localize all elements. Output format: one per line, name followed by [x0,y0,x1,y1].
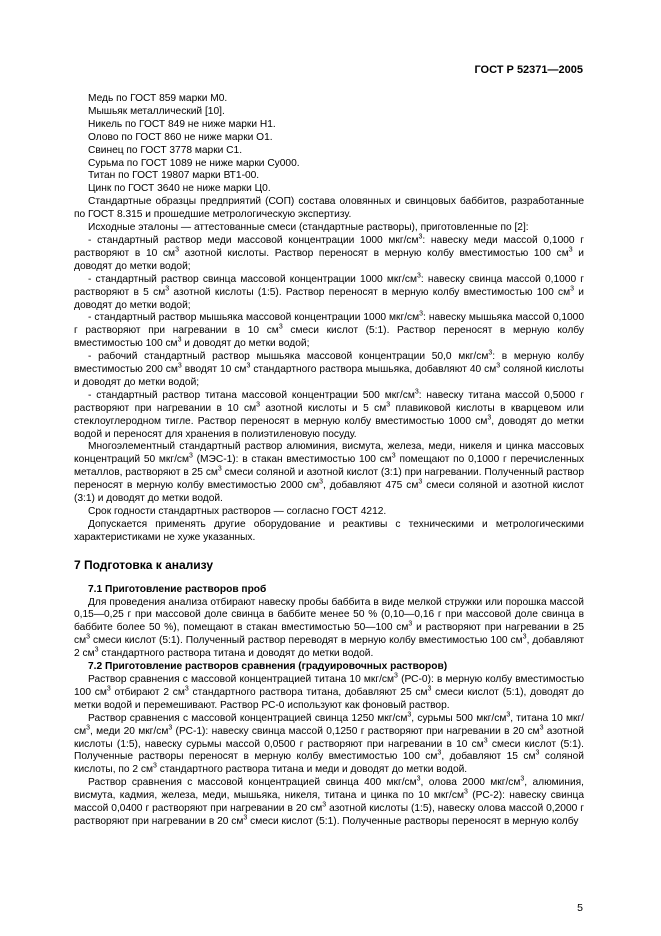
material-item: Свинец по ГОСТ 3778 марки С1. [88,144,243,156]
paragraph-rs1: Раствор сравнения с массовой концентрацией свинца 1250 мкг/$см^3$, сурьмы 500 мкг/$см^3$, титана 10 мкг/$см^3$, меди 20 мкг/$см^3$ (РС-1): навеску свинца массой 0,1250 г растворяют при нагревании в 20 $см^3$ азотной кислоты (1:5), навеску сурьмы массой 0,0500 г растворяют при нагревании в 10 $см^3$ смеси кислот (5:1). Полученные растворы переносят в мерную колбу вместимостью 100 $см^3$, добавляют 15 $см^3$ соляной кислоты, по 2 $см^3$ стандартного раствора титана и меди и доводят до метки водой. [74,711,585,776]
material-item: Цинк по ГОСТ 3640 не ниже марки Ц0. [88,183,271,195]
paragraph-sample-prep: Для проведения анализа отбирают навеску пробы баббита в виде мелкой стружки или порошка массой 0,15—0,25 г при массовой доле свинца в баббите менее 50 % (0,10—0,16 г при массовой доле свинца в баббите более 50 %), помещают в стакан вместимостью 50—100 $см^3$ и растворяют при нагревании в 25 $см^3$ смеси кислот (5:1). Полученный раствор переводят в мерную колбу вместимостью 100 $см^3$, добавляют 2 $см^3$ стандартного раствора титана и доводят до метки водой. [74,596,584,660]
materials-list [74,93,584,196]
paragraph-reference-samples: Стандартные образцы предприятий (СОП) состава оловянных и свинцовых баббитов, разработанные по ГОСТ 8.315 и прошедшие метрологическую экспертизу. [74,196,584,221]
paragraph-alternatives: Допускается применять другие оборудование и реактивы с техническими и метрологическими характеристиками не хуже указанных. [74,518,584,543]
material-item: Никель по ГОСТ 849 не ниже марки Н1. [88,118,276,130]
paragraph-rs2: Раствор сравнения с массовой концентрацией свинца 400 мкг/$см^3$, олова 2000 мкг/$см^3$, алюминия, висмута, кадмия, железа, меди, мышьяка, никеля, титана и цинка по 10 мкг/$см^3$ (РС-2): навеску свинца массой 0,0400 г растворяют при нагревании в 20 $см^3$ азотной кислоты (1:5), навеску олова массой 0,2000 г растворяют при нагревании в 20 $см^3$ смеси кислот (5:1). Полученные растворы переносят в мерную колбу [74,775,585,827]
material-item: Медь по ГОСТ 859 марки М0. [88,93,228,104]
paragraph-arsenic-solution: - стандартный раствор мышьяка массовой концентрации 1000 мкг/$см^3$: навеску мышьяка массой 0,1000 г растворяют при нагревании в 10 $см^3$ смеси кислот (5:1). Раствор переносят в мерную колбу вместимостью 100 $см^3$ и доводят до метки водой; [74,311,584,350]
subsection-heading: 7.2 Приготовление растворов сравнения (градуировочных растворов) [88,661,448,673]
material-item: Мышьяк металлический [10]. [88,105,225,117]
paragraph-titanium-solution: - стандартный раствор титана массовой концентрации 500 мкг/$см^3$: навеску титана массой 0,5000 г растворяют при нагревании в 10 $см^3$ азотной кислоты и 5 $см^3$ плавиковой кислоты в кварцевом или стеклоуглеродном тигле. Раствор переносят в мерную колбу вместимостью 1000 $см^3$, доводят до метки водой и переносят для хранения в полиэтиленовую посуду. [74,388,584,440]
paragraph-rs0: Раствор сравнения с массовой концентрацией титана 10 мкг/$см^3$ (РС-0): в мерную колбу вместимостью 100 $см^3$ отбирают 2 $см^3$ стандартного раствора титана, добавляют 25 $см^3$ смеси кислот (5:1), доводят до метки водой и перемешивают. Раствор РС-0 используют как фоновый раствор. [74,672,585,711]
material-item: Сурьма по ГОСТ 1089 не ниже марки Су000. [88,157,300,169]
paragraph-arsenic-working-solution: - рабочий стандартный раствор мышьяка массовой концентрации 50,0 мкг/$см^3$: в мерную колбу вместимостью 200 $см^3$ вводят 10 $см^3$ стандартного раствора мышьяка, добавляют 40 $см^3$ соляной кислоты и доводят до метки водой; [74,349,584,388]
paragraph-lead-solution: - стандартный раствор свинца массовой концентрации 1000 мкг/$см^3$: навеску свинца массой 0,1000 г растворяют в 5 $см^3$ азотной кислоты (1:5). Раствор переносят в мерную колбу вместимостью 100 $см^3$ и доводят до метки водой; [74,272,584,311]
subsection-heading: 7.1 Приготовление растворов проб [88,583,267,595]
material-item: Олово по ГОСТ 860 не ниже марки О1. [88,131,273,143]
document-number: ГОСТ Р 52371—2005 [474,64,583,76]
paragraph-shelf-life: Срок годности стандартных растворов — согласно ГОСТ 4212. [88,506,387,517]
paragraph-multielement-solution: Многоэлементный стандартный раствор алюминия, висмута, железа, меди, никеля и цинка массовых концентраций 50 мкг/$см^3$ (МЭС-1): в стакан вместимостью 100 $см^3$ помещают по 0,1000 г перечисленных металлов, растворяют в 25 $см^3$ смеси соляной и азотной кислот (3:1) при нагревании. Полученный раствор переносят в мерную колбу вместимостью 2000 $см^3$, добавляют 475 $см^3$ смеси соляной и азотной кислот (3:1) и доводят до метки водой. [74,441,585,505]
paragraph-initial-standards: Исходные эталоны — аттестованные смеси (стандартные растворы), приготовленные по [2]: [88,222,529,234]
page-number: 5 [577,902,583,914]
paragraph-copper-solution: - стандартный раствор меди массовой концентрации 1000 мкг/$см^3$: навеску меди массой 0,1000 г растворяют в 10 $см^3$ азотной кислоты. Раствор переносят в мерную колбу вместимостью 100 $см^3$ и доводят до метки водой; [74,233,585,272]
document-body [74,93,584,829]
material-item: Титан по ГОСТ 19807 марки ВТ1-00. [88,170,260,182]
section-heading: 7 Подготовка к анализу [74,557,214,572]
